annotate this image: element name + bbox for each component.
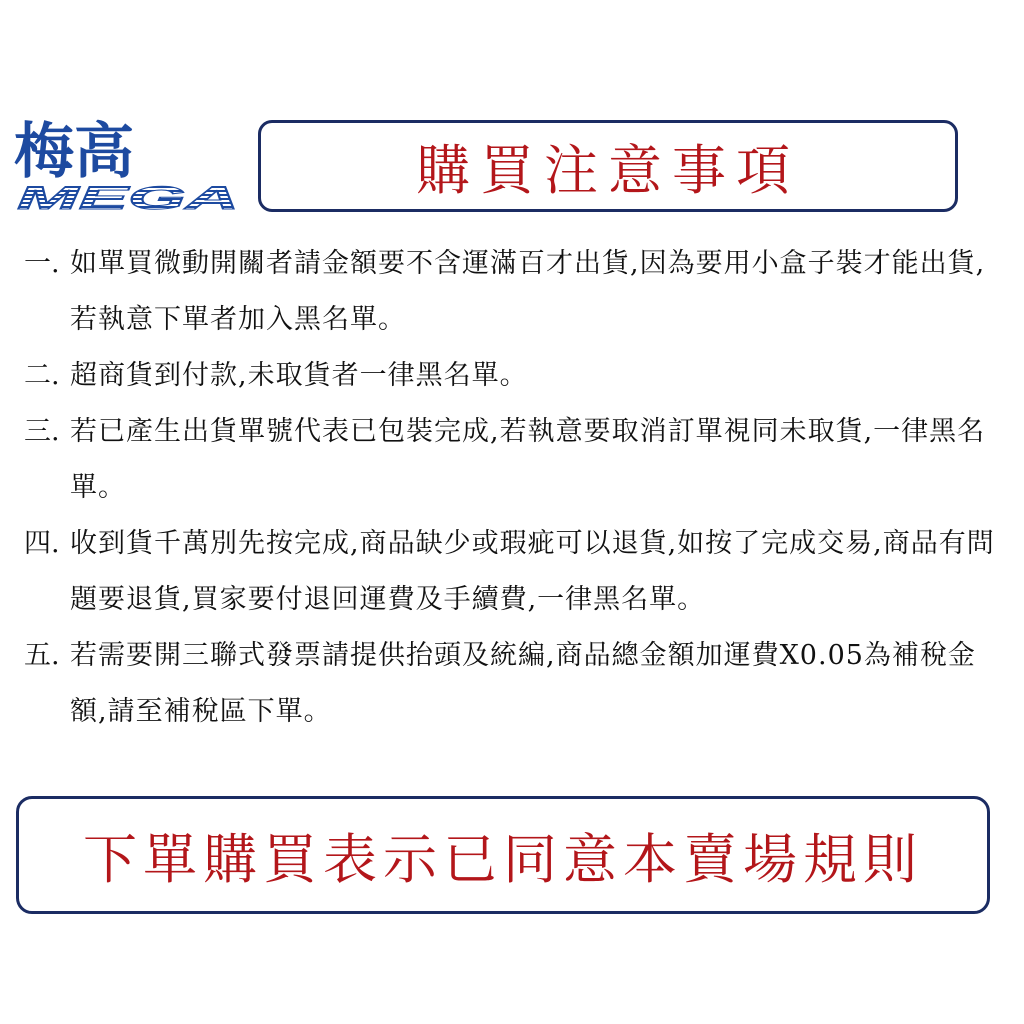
agreement-text: 下單購買表示已同意本賣場規則	[83, 827, 923, 891]
svg-text:MEGA: MEGA	[17, 182, 239, 212]
rule-text: 收到貨千萬別先按完成,商品缺少或瑕疵可以退貨,如按了完成交易,商品有問題要退貨,買家要付退回運費及手續費,一律黑名單。	[70, 528, 995, 615]
rule-item	[24, 628, 1014, 740]
rule-text: 如單買微動開關者請金額要不含運滿百才出貨,因為要用小盒子裝才能出貨,若執意下單者加入黑名單。	[70, 248, 986, 335]
page-title: 購買注意事項	[416, 138, 800, 202]
logo-chinese-text: 梅高	[14, 117, 134, 187]
title-banner	[258, 120, 958, 212]
rule-item	[24, 348, 1014, 404]
rule-text: 超商貨到付款,未取貨者一律黑名單。	[70, 360, 528, 391]
rule-item	[24, 404, 1014, 516]
agreement-banner	[16, 796, 990, 914]
rule-number: 三.	[24, 416, 60, 447]
rules-list	[24, 236, 1014, 740]
rule-number: 四.	[24, 528, 60, 559]
rule-number: 五.	[24, 640, 60, 671]
rule-item	[24, 236, 1014, 348]
rule-item	[24, 516, 1014, 628]
rule-number: 一.	[24, 248, 60, 279]
logo-english-text	[14, 182, 242, 212]
mega-logo	[14, 117, 242, 212]
rule-text: 若需要開三聯式發票請提供抬頭及統編,商品總金額加運費X0.05為補稅金額,請至補稅區下單。	[70, 640, 976, 727]
rule-text: 若已產生出貨單號代表已包裝完成,若執意要取消訂單視同未取貨,一律黑名單。	[70, 416, 986, 503]
rule-number: 二.	[24, 360, 60, 391]
